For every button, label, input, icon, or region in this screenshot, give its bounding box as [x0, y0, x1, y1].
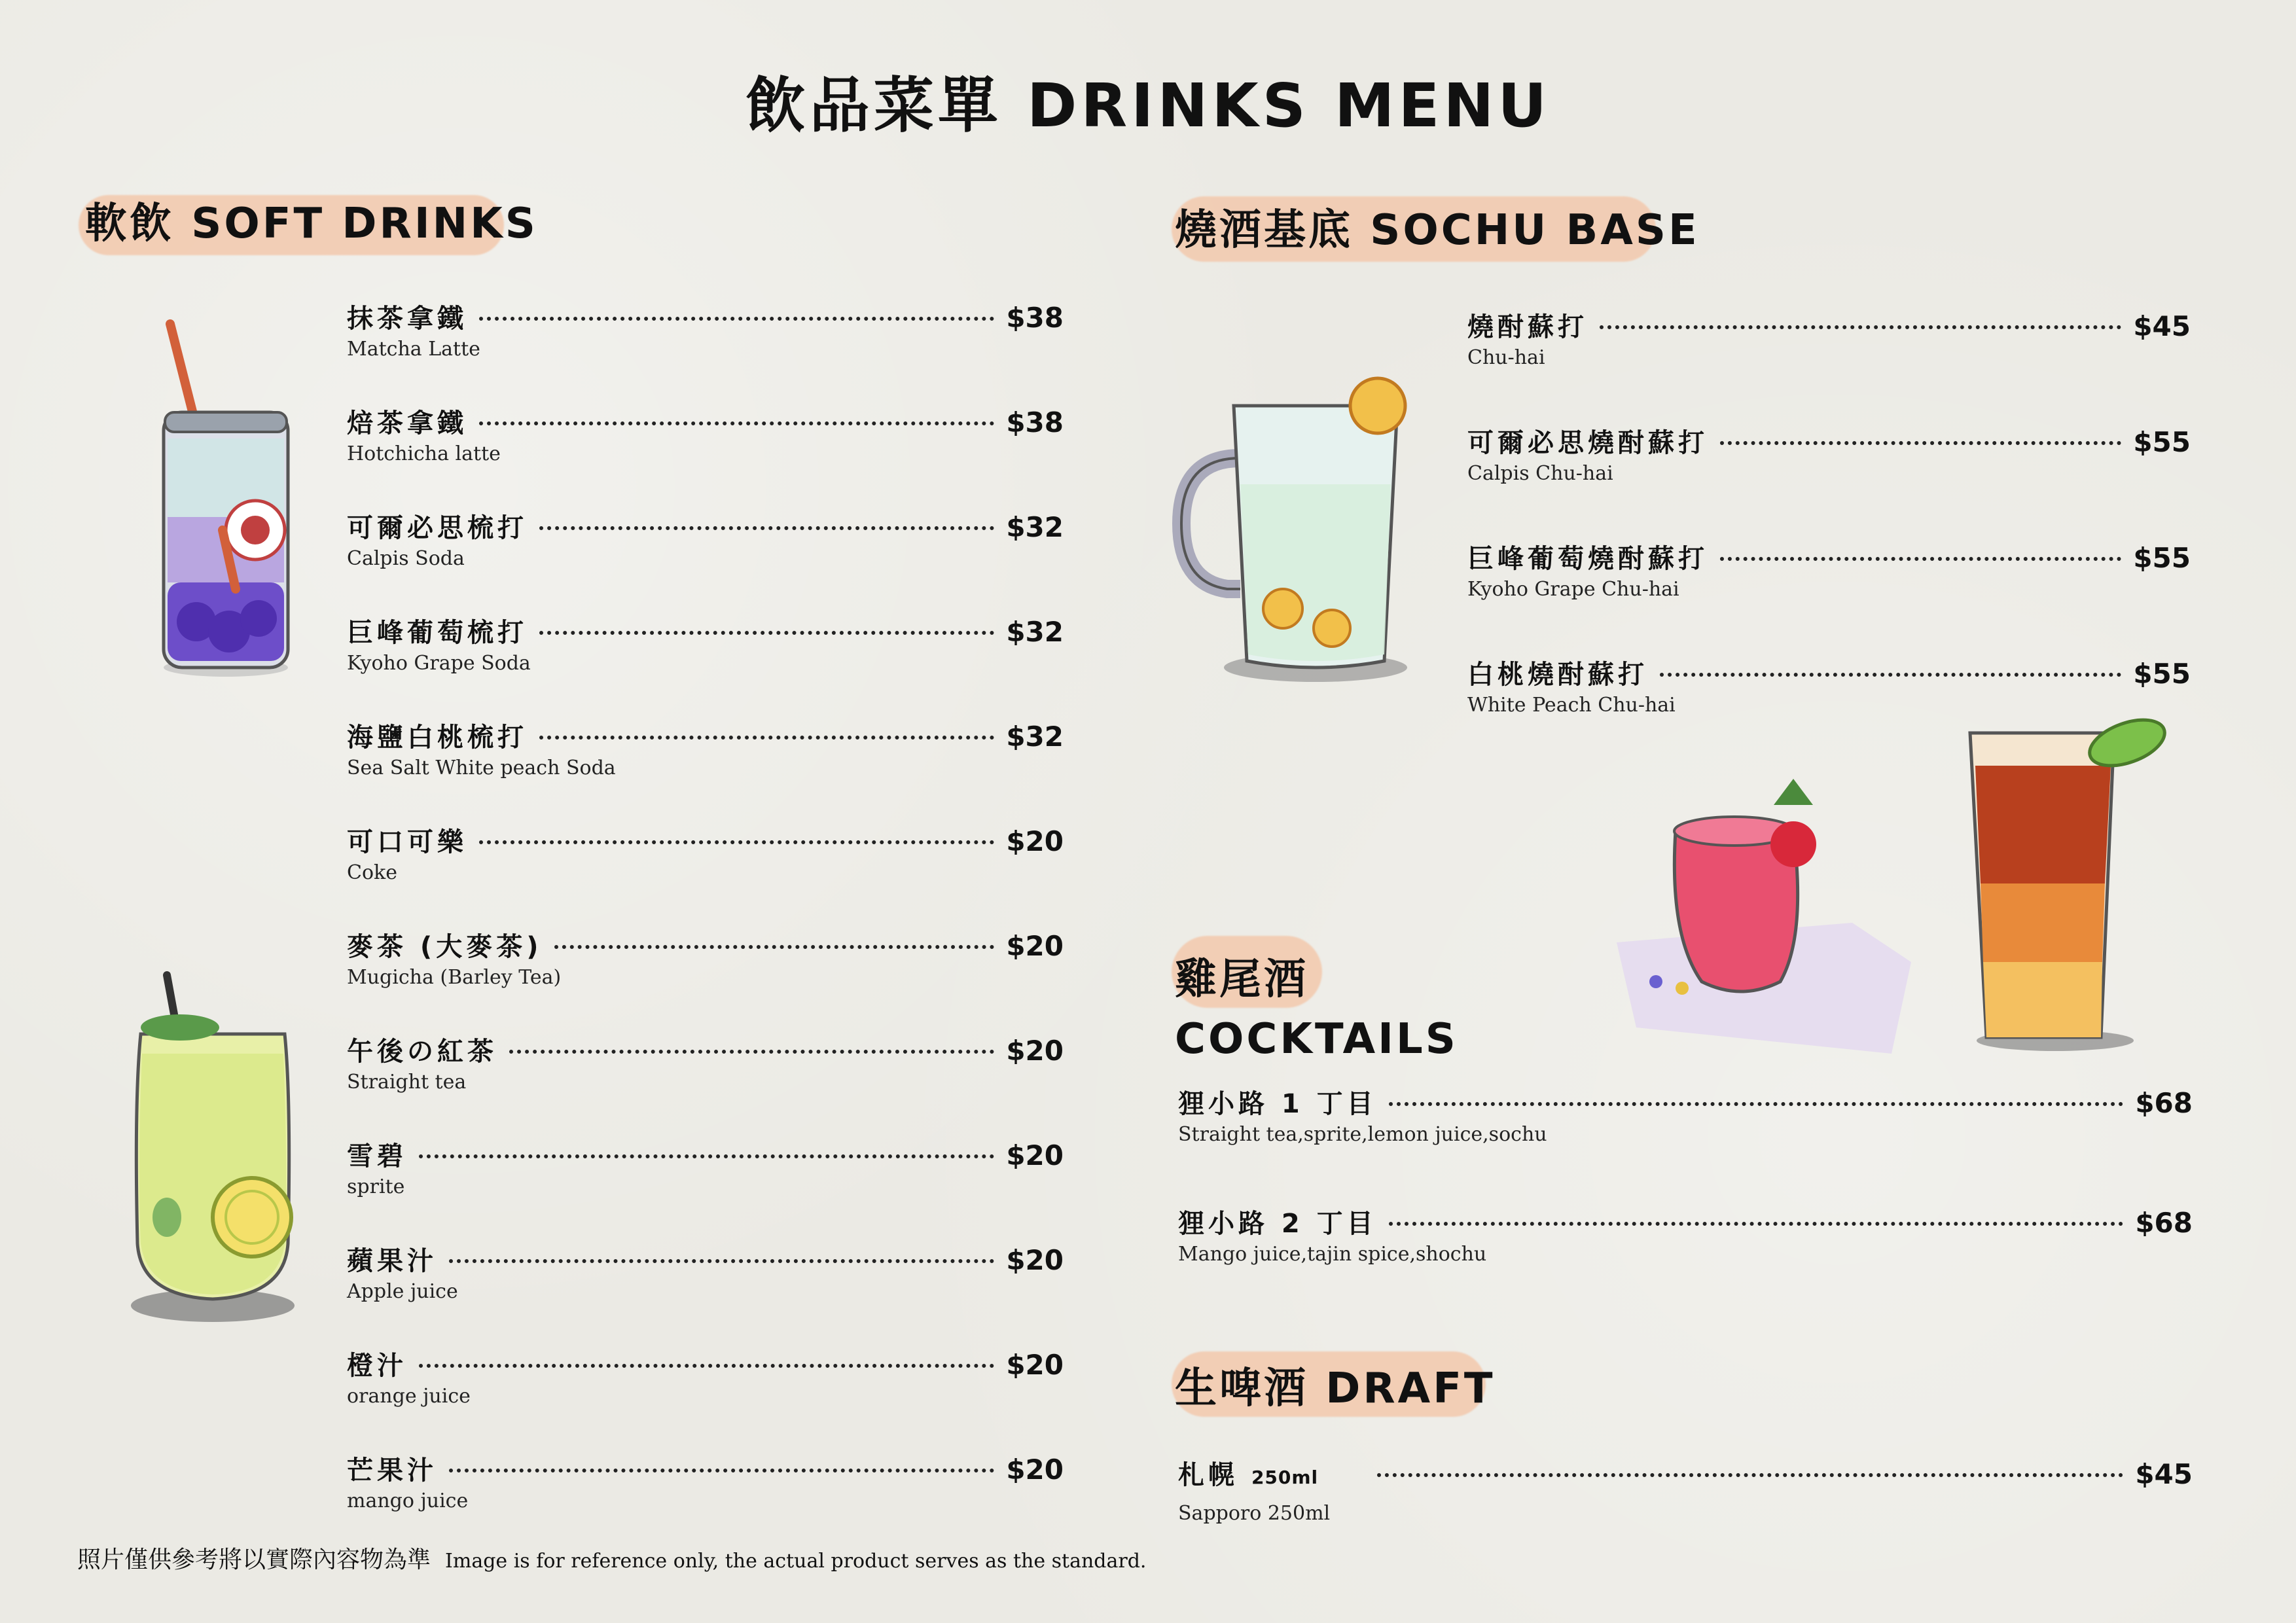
dot-leader [479, 317, 994, 321]
section-header-sochu-base [1175, 196, 1700, 257]
disclaimer-footnote [77, 1541, 1146, 1575]
dot-leader [1720, 441, 2121, 445]
item-name-zh: 巨峰葡萄梳打 [347, 618, 528, 648]
menu-item [1178, 1083, 2193, 1146]
item-name-zh: 雪碧 [347, 1141, 407, 1171]
menu-item [1467, 654, 2191, 717]
item-name-zh: 燒酎蘇打 [1467, 312, 1588, 342]
menu-item [347, 298, 1064, 361]
item-name-en: sprite [347, 1175, 405, 1198]
item-name-en: Sapporo 250ml [1178, 1502, 1331, 1525]
menu-item [347, 1031, 1064, 1094]
dot-leader [1377, 1473, 2123, 1477]
section-title-cocktails-en: COCKTAILS [1175, 1015, 1458, 1063]
menu-item [347, 1240, 1064, 1303]
item-price: $55 [2133, 542, 2191, 574]
item-name-zh: 芒果汁 [347, 1455, 437, 1486]
dot-leader [539, 631, 994, 635]
dot-leader [449, 1259, 994, 1263]
item-name-en: Calpis Chu-hai [1467, 462, 1613, 485]
berry-cocktail-illustration [1597, 766, 1924, 1054]
item-name-en: orange juice [347, 1385, 471, 1408]
item-price: $32 [1006, 721, 1064, 753]
dot-leader [479, 421, 994, 425]
dot-leader [449, 1469, 994, 1472]
dot-leader [1660, 673, 2121, 677]
item-price: $20 [1006, 930, 1064, 962]
item-name-zh: 蘋果汁 [347, 1246, 437, 1276]
section-title-sochu-base: 燒酒基底 SOCHU BASE [1175, 206, 1700, 255]
dot-leader [539, 736, 994, 740]
item-price: $20 [1006, 1244, 1064, 1276]
item-name-en: Chu-hai [1467, 346, 1545, 369]
item-name-en: Sea Salt White peach Soda [347, 757, 616, 779]
item-price: $20 [1006, 825, 1064, 857]
item-name-zh: 可爾必思梳打 [347, 513, 528, 543]
section-header-draft [1175, 1355, 1496, 1415]
menu-item [347, 926, 1064, 989]
chuhai-mug-illustration [1168, 366, 1430, 694]
menu-item [347, 612, 1064, 675]
menu-item [1467, 538, 2191, 601]
item-name-en: Hotchicha latte [347, 442, 501, 465]
item-name-zh: 可爾必思燒酎蘇打 [1467, 428, 1708, 458]
section-header-cocktails [1175, 946, 1458, 1063]
dot-leader [509, 1050, 994, 1054]
item-name-en: Mugicha (Barley Tea) [347, 966, 562, 989]
footnote-en: Image is for reference only, the actual product serves as the standard. [445, 1550, 1147, 1573]
item-price: $20 [1006, 1349, 1064, 1381]
dot-leader [479, 840, 994, 844]
item-name-zh: 麥茶 (大麥茶) [347, 932, 543, 962]
item-name-zh: 焙茶拿鐵 [347, 408, 467, 438]
item-name-zh: 可口可樂 [347, 827, 467, 857]
can-drink-illustration [151, 314, 301, 681]
dot-leader [1600, 325, 2121, 329]
item-name-en: Straight tea [347, 1071, 467, 1094]
menu-item [1467, 422, 2191, 485]
menu-item [347, 821, 1064, 884]
item-name-en: Calpis Soda [347, 547, 465, 570]
item-name-zh: 橙汁 [347, 1351, 407, 1381]
item-name-en: Coke [347, 861, 397, 884]
item-name-zh: 白桃燒酎蘇打 [1467, 660, 1648, 690]
item-name-en: White Peach Chu-hai [1467, 694, 1676, 717]
menu-item [1178, 1454, 2193, 1525]
item-price: $20 [1006, 1035, 1064, 1067]
item-name-en: Apple juice [347, 1280, 458, 1303]
lemon-soda-illustration [121, 969, 311, 1335]
section-title-soft-drinks: 軟飲 SOFT DRINKS [85, 200, 538, 248]
dot-leader [419, 1364, 994, 1368]
menu-item [1467, 306, 2191, 369]
item-name-en: Kyoho Grape Chu-hai [1467, 578, 1679, 601]
item-name-en: Straight tea,sprite,lemon juice,sochu [1178, 1123, 1547, 1146]
section-header-soft-drinks [85, 190, 538, 250]
menu-item [347, 402, 1064, 465]
item-name-en: Kyoho Grape Soda [347, 652, 531, 675]
item-name-en: Mango juice,tajin spice,shochu [1178, 1243, 1487, 1266]
menu-item [347, 1450, 1064, 1512]
item-name-zh: 狸小路 2 丁目 [1178, 1209, 1377, 1239]
item-price: $38 [1006, 302, 1064, 334]
item-price: $68 [2135, 1087, 2193, 1119]
menu-item [347, 717, 1064, 779]
item-name-zh: 海鹽白桃梳打 [347, 722, 528, 753]
page-title: 飲品菜單 DRINKS MENU [745, 71, 1551, 141]
item-size: 250ml [1251, 1467, 1319, 1488]
tea-cocktail-illustration [1957, 713, 2166, 1054]
item-price: $45 [2133, 310, 2191, 342]
dot-leader [554, 945, 995, 949]
dot-leader [419, 1154, 994, 1158]
footnote-zh: 照片僅供參考將以實際內容物為準 [77, 1546, 431, 1573]
dot-leader [1720, 557, 2121, 561]
item-name-zh-text: 札幌 [1178, 1460, 1238, 1490]
item-price: $45 [2135, 1458, 2193, 1490]
menu-item [347, 507, 1064, 570]
item-price: $38 [1006, 406, 1064, 438]
dot-leader [539, 526, 994, 530]
dot-leader [1389, 1222, 2124, 1226]
item-price: $32 [1006, 511, 1064, 543]
item-name-zh: 狸小路 1 丁目 [1178, 1089, 1377, 1119]
item-price: $20 [1006, 1454, 1064, 1486]
item-name-zh: 午後の紅茶 [347, 1037, 497, 1067]
item-name-en: Matcha Latte [347, 338, 480, 361]
item-price: $55 [2133, 658, 2191, 690]
menu-item [1178, 1203, 2193, 1266]
section-title-cocktails-zh: 雞尾酒 [1175, 955, 1308, 1004]
item-price: $32 [1006, 616, 1064, 648]
item-name-zh: 抹茶拿鐵 [347, 304, 467, 334]
menu-item [347, 1135, 1064, 1198]
item-name-zh: 巨峰葡萄燒酎蘇打 [1467, 544, 1708, 574]
section-title-draft: 生啤酒 DRAFT [1175, 1364, 1496, 1413]
item-price: $55 [2133, 426, 2191, 458]
item-price: $20 [1006, 1139, 1064, 1171]
item-name-en: mango juice [347, 1489, 469, 1512]
menu-item [347, 1345, 1064, 1408]
item-name-zh [1178, 1454, 1318, 1491]
item-price: $68 [2135, 1207, 2193, 1239]
dot-leader [1389, 1102, 2124, 1106]
